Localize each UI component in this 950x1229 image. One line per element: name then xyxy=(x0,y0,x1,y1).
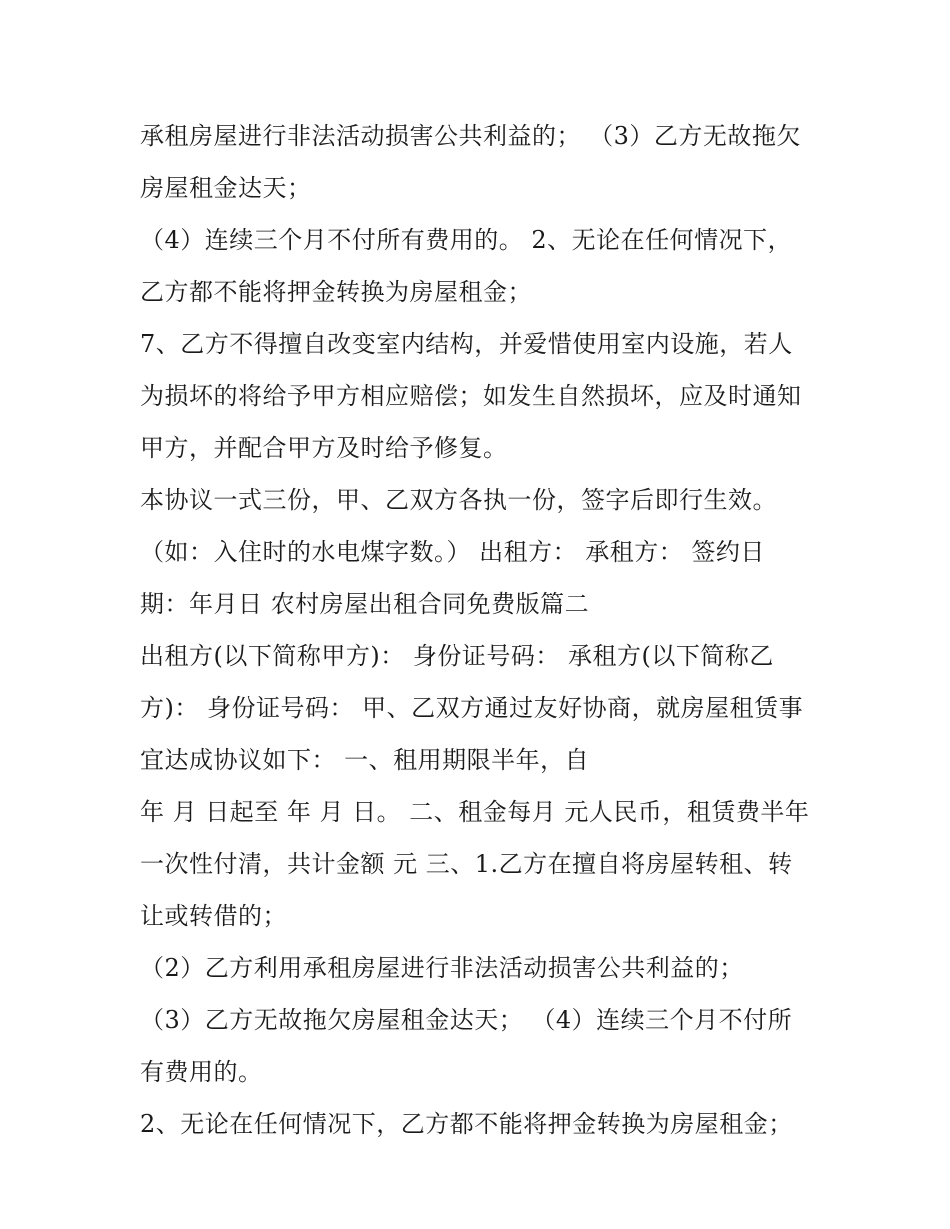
text-line: 7、乙方不得擅自改变室内结构，并爱惜使用室内设施，若人 xyxy=(140,330,793,358)
text-line: 有费用的。 xyxy=(140,1058,263,1086)
text-line: 为损坏的将给予甲方相应赔偿；如发生自然损坏，应及时通知 xyxy=(140,382,802,410)
text-line: 出租方(以下简称甲方)： 身份证号码： 承租方(以下简称乙 xyxy=(140,642,774,670)
text-line: 让或转借的； xyxy=(140,902,287,930)
text-line: 一次性付清，共计金额 元 三、1.乙方在擅自将房屋转租、转 xyxy=(140,850,793,878)
text-line: 期：年月日 农村房屋出租合同免费版篇二 xyxy=(140,590,590,618)
text-line: 方)： 身份证号码： 甲、乙双方通过友好协商，就房屋租赁事 xyxy=(140,694,804,722)
text-line: （4）连续三个月不付所有费用的。 2、无论在任何情况下， xyxy=(140,226,793,254)
text-line: 甲方，并配合甲方及时给予修复。 xyxy=(140,434,508,462)
text-line: 本协议一式三份，甲、乙双方各执一份，签字后即行生效。 xyxy=(140,486,777,514)
text-line: 宜达成协议如下： 一、租用期限半年，自 xyxy=(140,746,590,774)
text-line: （如：入住时的水电煤字数。） 出租方： 承租方： 签约日 xyxy=(140,538,765,566)
text-line: （2）乙方利用承租房屋进行非法活动损害公共利益的； xyxy=(140,954,744,982)
text-line: 乙方都不能将押金转换为房屋租金； xyxy=(140,278,532,306)
text-line: 房屋租金达天； xyxy=(140,174,312,202)
text-line: 年 月 日起至 年 月 日。 二、租金每月 元人民币，租赁费半年 xyxy=(140,798,810,826)
text-line: 2、无论在任何情况下，乙方都不能将押金转换为房屋租金； xyxy=(140,1110,793,1138)
text-line: 承租房屋进行非法活动损害公共利益的； （3）乙方无故拖欠 xyxy=(140,122,801,150)
document-body xyxy=(140,110,830,1150)
text-line: （3）乙方无故拖欠房屋租金达天； （4）连续三个月不付所 xyxy=(140,1006,793,1034)
